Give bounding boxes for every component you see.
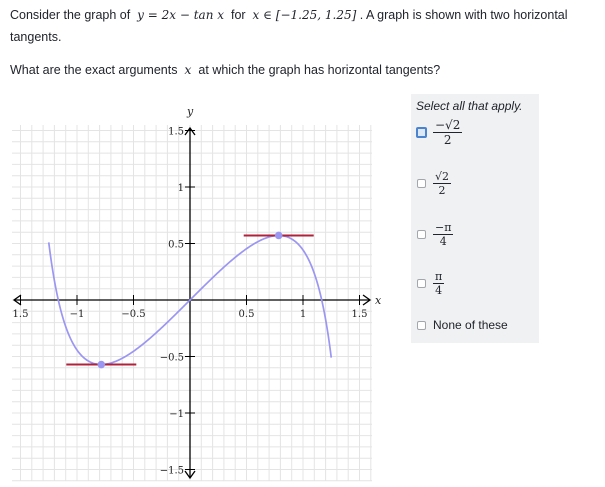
answer-panel [411,94,539,343]
choice-none-checkbox[interactable] [417,321,426,330]
question-intro-before: Consider the graph of [10,8,131,22]
prompt-before: What are the exact arguments [10,63,178,77]
domain-expression: x ∈ [−1.25, 1.25] [252,8,357,22]
choice-4-checkbox[interactable] [417,279,426,288]
y-tick-label: 1 [177,183,184,194]
x-tick-label: −1 [69,309,85,320]
question-intro-after: . A graph is shown with two horizontal tangents. [10,8,568,44]
choice-3-fraction [433,221,453,248]
question-text [10,4,595,48]
x-tick-label: 1.5 [351,309,368,320]
choice-3-denominator: 4 [439,235,447,248]
prompt-after: at which the graph has horizontal tangents? [198,63,441,77]
choice-sqrt2-over-2[interactable] [417,170,451,197]
choice-neg-pi-over-4[interactable] [417,221,453,248]
choice-none-of-these[interactable] [417,318,508,332]
prompt-variable: x [184,62,192,77]
x-tick-label: 0.5 [238,309,255,320]
graph-svg [0,95,400,487]
choice-pi-over-4[interactable] [417,270,444,297]
function-expression: y = 2x − tan x [137,8,225,22]
choice-1-numerator: −√2 [435,118,461,132]
question-prompt [10,61,595,79]
grid [12,125,372,481]
tangent-point [97,361,105,369]
y-tick-label: −0.5 [159,352,184,364]
choice-1-checkbox[interactable] [416,127,427,138]
choice-1-fraction [433,118,462,147]
choice-3-numerator: −π [435,221,452,234]
choice-1-denominator: 2 [443,133,452,147]
choice-3-checkbox[interactable] [417,230,426,239]
x-axis-label: x [375,294,382,307]
y-axis-label: y [187,105,194,118]
choice-2-fraction [433,170,451,197]
tangent-point [275,232,283,240]
y-tick-label: −1.5 [159,465,184,477]
choice-none-label: None of these [433,318,508,332]
choice-2-numerator: √2 [435,170,450,183]
choice-4-fraction [433,270,444,297]
y-tick-label: 1.5 [168,126,184,138]
choice-neg-sqrt2-over-2[interactable] [417,118,462,147]
answer-instruction: Select all that apply. [416,99,523,113]
choice-2-denominator: 2 [438,184,446,197]
y-tick-label: 0.5 [168,239,184,251]
choice-4-denominator: 4 [435,284,443,297]
y-tick-label: −1 [169,409,184,420]
choice-4-numerator: π [435,270,443,283]
x-tick-label: 1 [299,309,307,320]
question-for-word: for [230,8,246,22]
choice-2-checkbox[interactable] [417,179,426,188]
x-tick-label: 1.5 [12,309,29,320]
function-graph [0,95,400,487]
x-tick-label: −0.5 [121,309,146,320]
